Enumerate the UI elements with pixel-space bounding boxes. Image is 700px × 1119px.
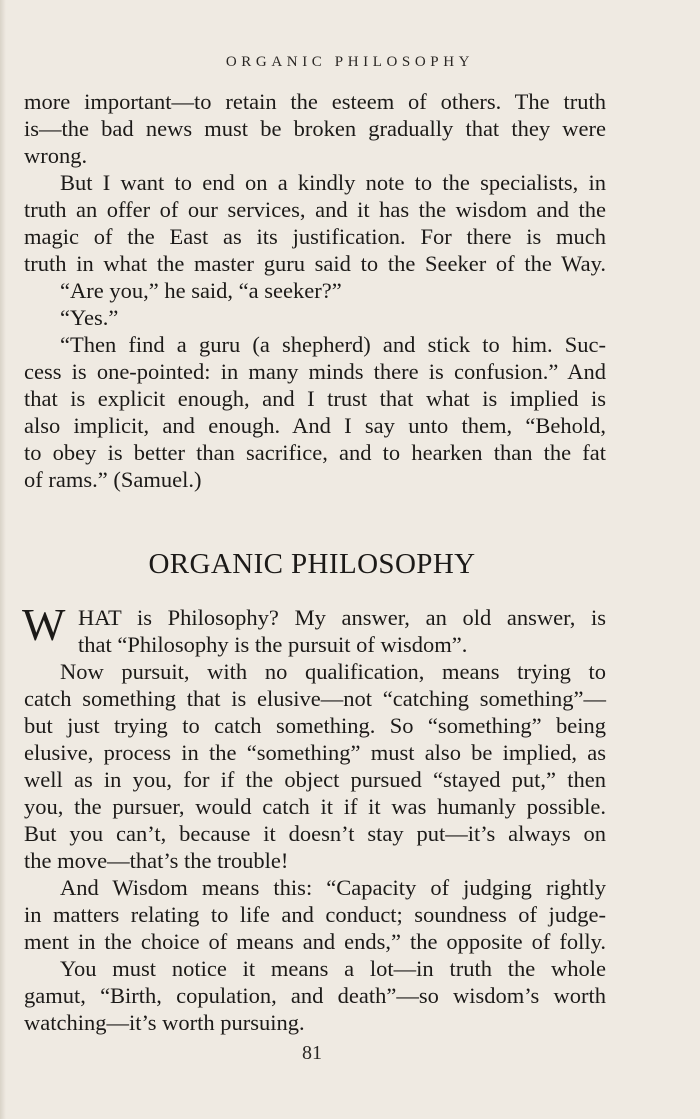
text-line: to obey is better than sacrifice, and to hearken than the fat [24,440,606,465]
text-line: ment in the choice of means and ends,” the opposite of folly. [24,929,606,954]
text-line: truth in what the master guru said to the Seeker of the Way. [24,251,606,276]
text-line: Now pursuit, with no qualification, means trying to [60,659,606,684]
drop-cap: W [22,599,66,650]
text-line: that “Philosophy is the pursuit of wisdom”. [78,632,468,657]
text-line: is—the bad news must be broken gradually that they were [24,116,606,141]
text-line: gamut, “Birth, copulation, and death”—so wisdom’s worth [24,983,606,1008]
text-line: more important—to retain the esteem of others. The truth [24,89,606,114]
text-line: that is explicit enough, and I trust that what is implied is [24,386,606,411]
text-line: You must notice it means a lot—in truth the whole [60,956,606,981]
page-number: 81 [302,1042,322,1064]
section-title: ORGANIC PHILOSOPHY [148,548,476,580]
text-line: you, the pursuer, would catch it if it was humanly possible. [24,794,606,819]
text-line: “Then find a guru (a shepherd) and stick to him. Suc- [60,332,606,357]
text-line: also implicit, and enough. And I say unto them, “Behold, [24,413,606,438]
text-line: “Yes.” [60,305,119,330]
text-line: truth an offer of our services, and it has the wisdom and the [24,197,606,222]
text-line: well as in you, for if the object pursued “stayed put,” then [24,767,606,792]
text-line: watching—it’s worth pursuing. [24,1010,305,1035]
text-line: magic of the East as its justification. For there is much [24,224,606,249]
text-line: wrong. [24,143,88,168]
text-line: elusive, process in the “something” must also be implied, as [24,740,606,765]
text-line: And Wisdom means this: “Capacity of judging rightly [60,875,606,900]
text-line: of rams.” (Samuel.) [24,467,202,492]
section-body-text [22,599,606,1036]
text-line: catch something that is elusive—not “catching something”— [24,686,606,711]
text-line: “Are you,” he said, “a seeker?” [60,278,342,303]
text-line: in matters relating to life and conduct; soundness of judge- [24,902,606,927]
text-line: but just trying to catch something. So “something” being [24,713,606,738]
text-line: cess is one-pointed: in many minds there is confusion.” And [24,359,606,384]
previous-section-text [24,88,606,493]
text-line: the move—that’s the trouble! [24,848,289,873]
text-line: HAT is Philosophy? My answer, an old answer, is [78,605,606,630]
running-head: ORGANIC PHILOSOPHY [225,54,475,70]
text-line: But I want to end on a kindly note to the specialists, in [60,170,606,195]
text-line: But you can’t, because it doesn’t stay put—it’s always on [24,821,606,846]
